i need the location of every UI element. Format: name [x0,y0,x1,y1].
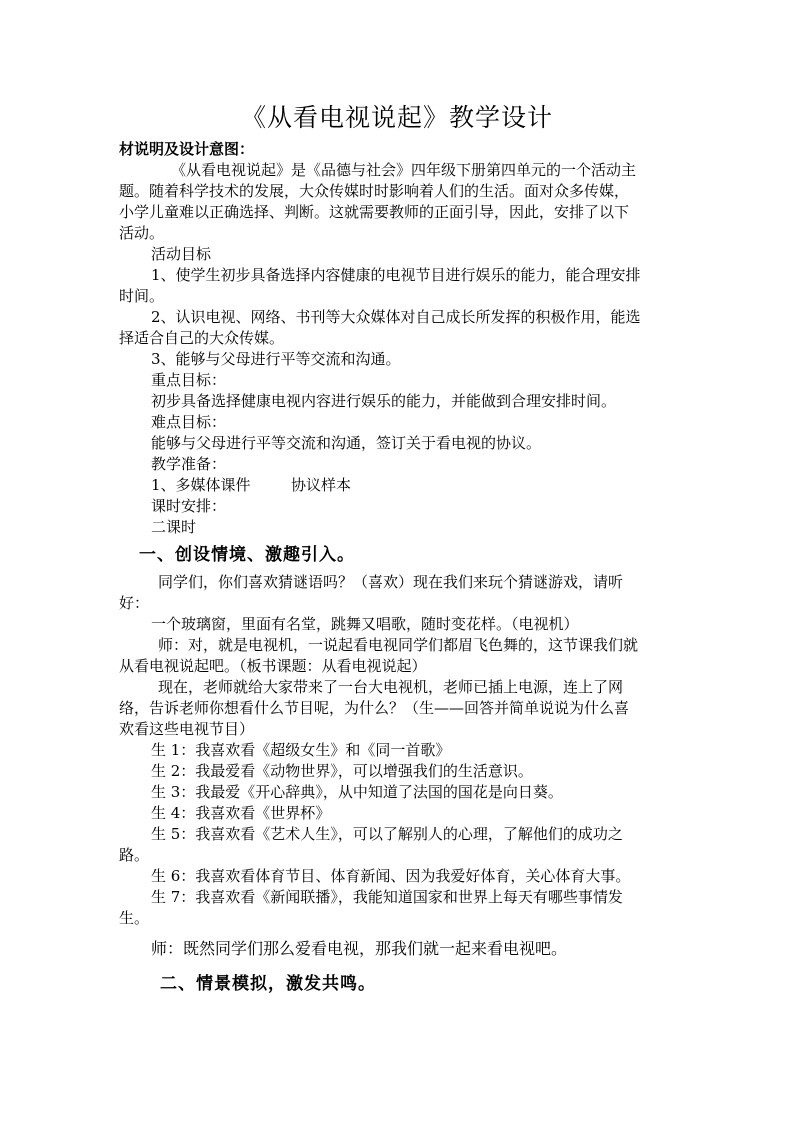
intro-line: 《从看电视说起》是《品德与社会》四年级下册第四单元的一个活动主 [171,161,637,179]
student-answer: 生 2：我最爱看《动物世界》，可以增强我们的生活意识。 [151,762,533,780]
goal-2-line: 择适合自己的大众传媒。 [119,329,285,347]
key-text: 初步具备选择健康电视内容进行娱乐的能力，并能做到合理安排时间。 [151,392,617,410]
intro-line: 小学儿童难以正确选择、判断。这就需要教师的正面引导，因此，安排了以下 [119,203,630,221]
design-heading: 材说明及设计意图： [119,140,255,158]
s1-closing: 师：既然同学们那么爱看电视，那我们就一起来看电视吧。 [151,939,568,958]
s1-now-line: 现在，老师就给大家带来了一台大电视机，老师已插上电源，连上了网 [158,678,624,696]
schedule-label: 课时安排： [151,497,227,515]
s1-riddle: 一个玻璃窗，里面有名堂，跳舞又唱歌，随时变花样。（电视机） [151,615,579,633]
prep-label: 教学准备： [151,455,227,473]
s1-now-line: 络，告诉老师你想看什么节目呢，为什么？（生——回答并简单说说为什么喜 [119,699,630,717]
intro-line: 题。随着科学技术的发展，大众传媒时时影响着人们的生活。面对众多传媒， [119,182,630,200]
s1-now-line: 欢看这些电视节目） [119,720,255,738]
student-answer: 生 3：我最爱《开心辞典》，从中知道了法国的国花是向日葵。 [151,783,563,801]
prep-item-1: 1、多媒体课件 [151,476,251,494]
student-answer: 生 7：我喜欢看《新闻联播》，我能知道国家和世界上每天有哪些事情发 [151,888,623,906]
prep-item-2: 协议样本 [291,476,352,494]
goal-3: 3、能够与父母进行平等交流和沟通。 [151,350,401,368]
goals-label: 活动目标 [151,245,212,263]
goal-1-line: 时间。 [119,287,165,305]
schedule-text: 二课时 [151,518,197,536]
s1-teacher-line: 从看电视说起吧。（板书课题：从看电视说起） [119,657,427,675]
section-1-heading: 一、创设情境、激趣引入。 [139,545,355,565]
student-answer: 生 1：我喜欢看《超级女生》和《同一首歌》 [151,741,451,759]
goal-1-line: 1、使学生初步具备选择内容健康的电视节目进行娱乐的能力，能合理安排 [151,266,641,284]
student-answer: 生 6：我喜欢看体育节目、体育新闻、因为我爱好体育，关心体育大事。 [151,867,631,885]
difficulty-label: 难点目标： [151,413,227,431]
s1-teacher-line: 师：对，就是电视机，一说起看电视同学们都眉飞色舞的，这节课我们就 [158,636,639,654]
intro-line: 活动。 [119,224,165,242]
page-title: 《从看电视说起》教学设计 [240,103,553,132]
s1-paragraph-line: 同学们，你们喜欢猜谜语吗？（喜欢）现在我们来玩个猜谜游戏，请听 [158,573,624,591]
s1-paragraph-line: 好： [119,594,150,612]
student-answer: 路。 [119,846,150,864]
student-answer: 生。 [119,909,150,927]
key-label: 重点目标： [151,371,227,389]
section-2-heading: 二、情景模拟，激发共鸣。 [160,974,376,994]
student-answer: 生 4：我喜欢看《世界杯》 [151,804,331,822]
difficulty-text: 能够与父母进行平等交流和沟通，签订关于看电视的协议。 [151,434,542,452]
student-answer: 生 5：我喜欢看《艺术人生》，可以了解别人的心理，了解他们的成功之 [151,825,623,843]
goal-2-line: 2、认识电视、网络、书刊等大众媒体对自己成长所发挥的积极作用，能选 [151,308,641,326]
